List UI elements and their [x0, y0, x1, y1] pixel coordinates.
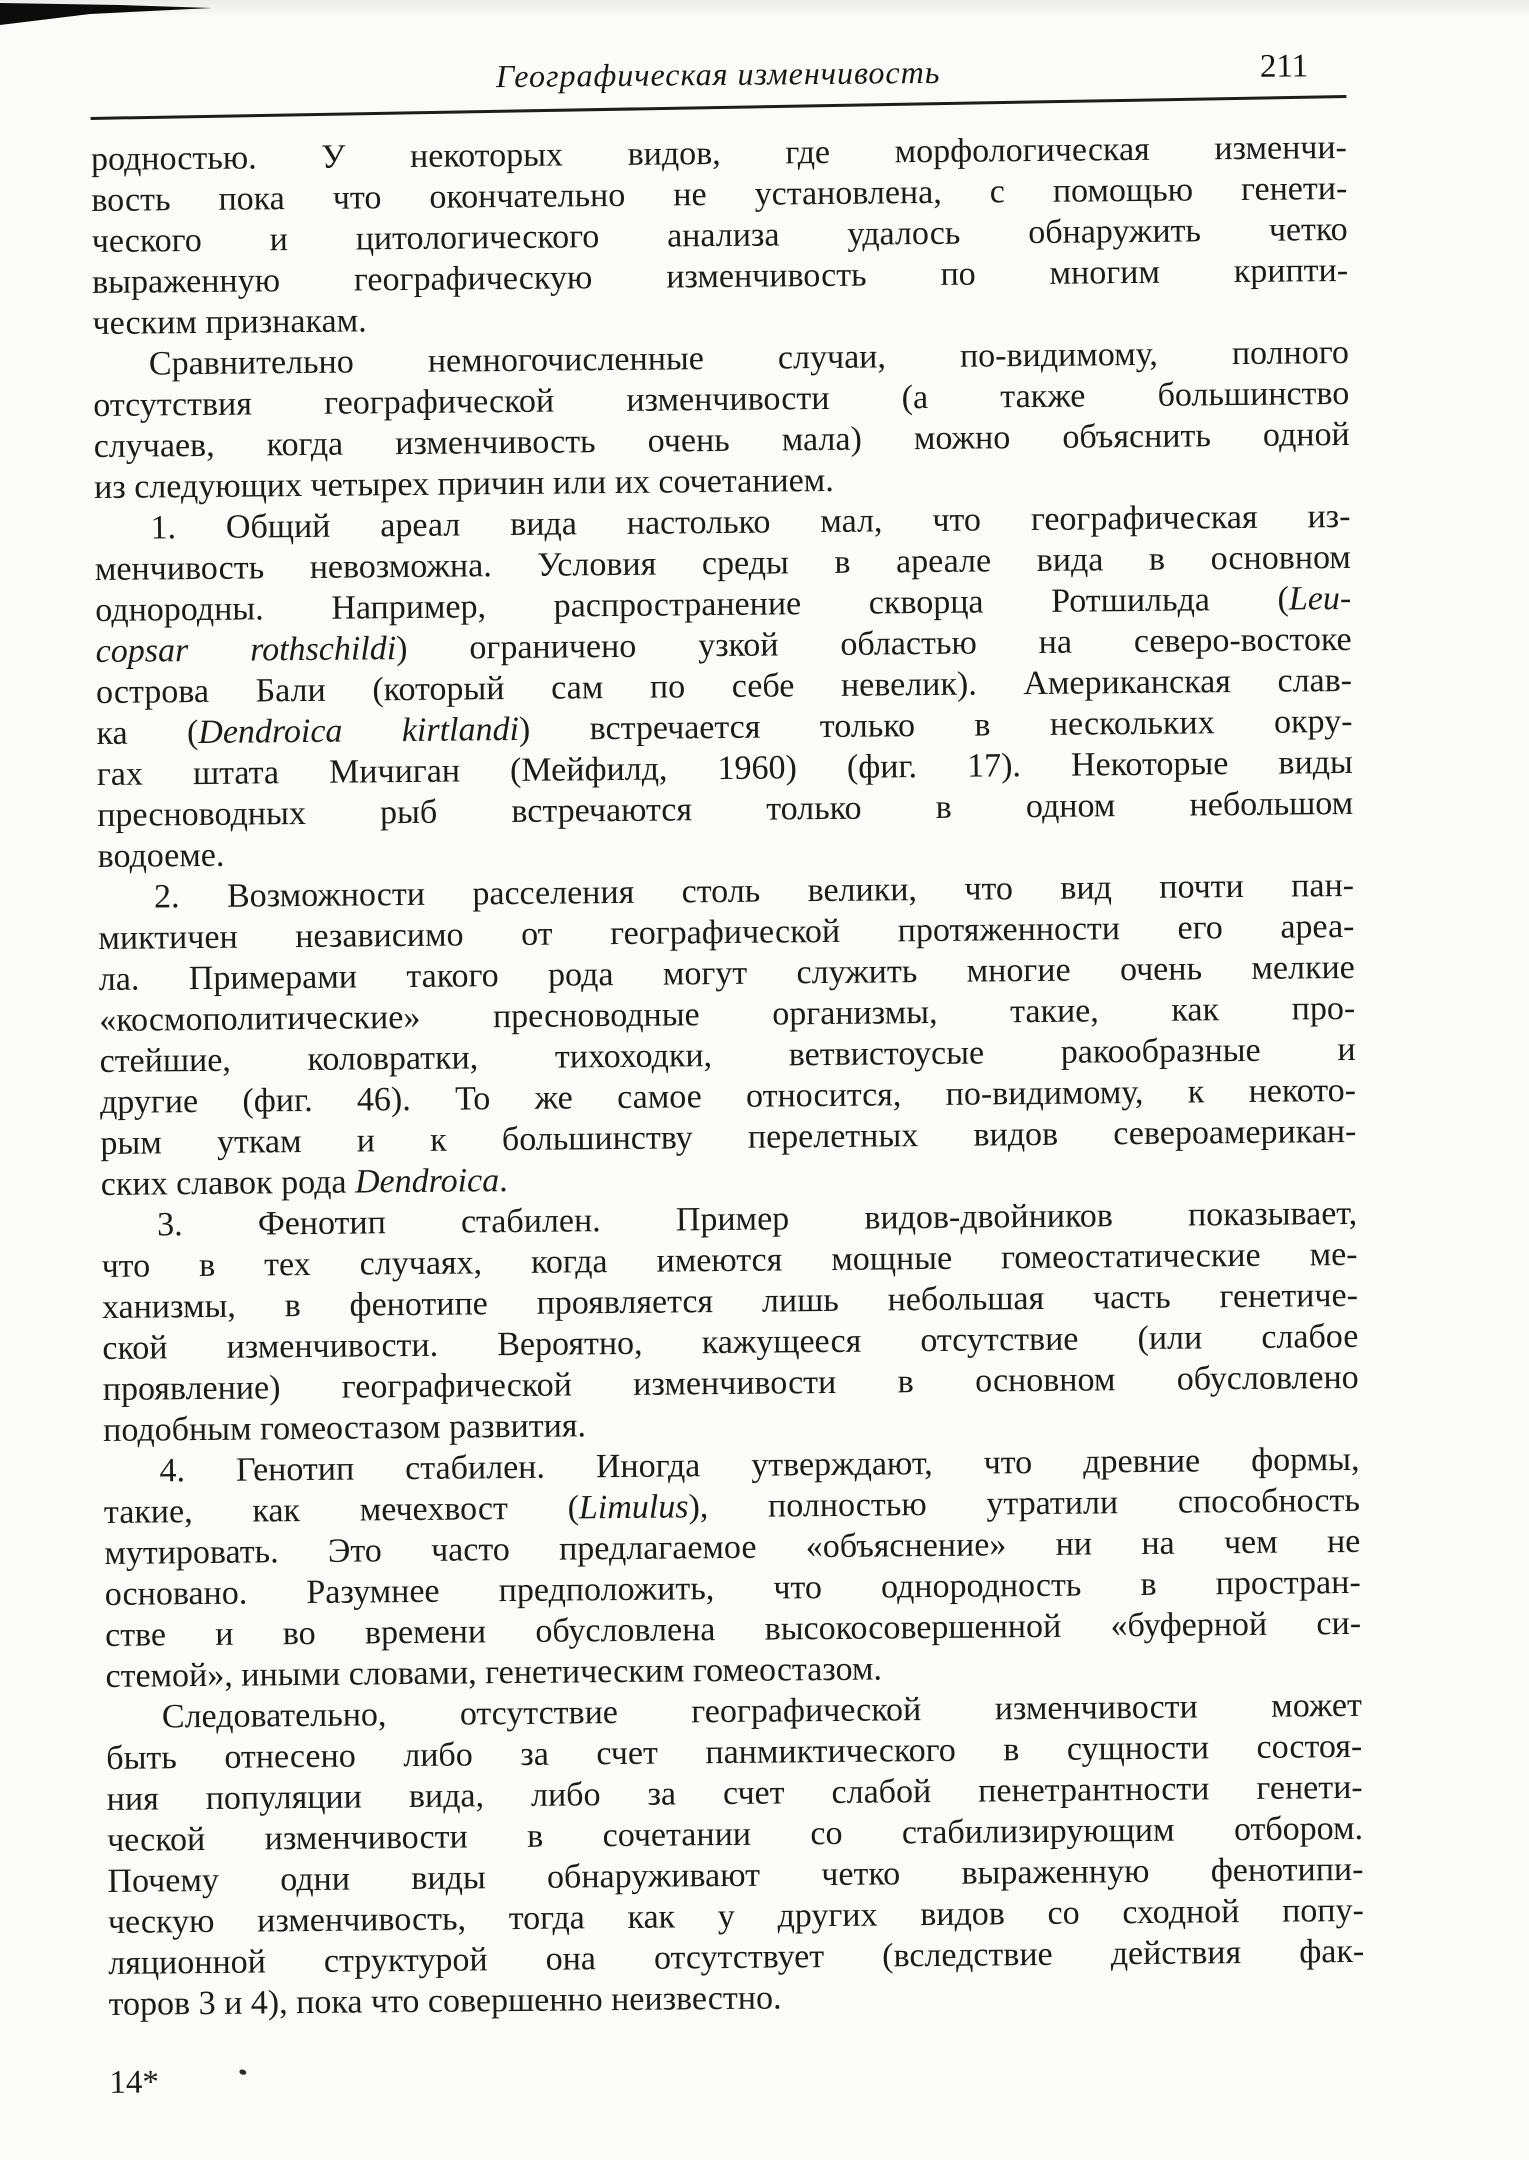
- text-segment: ханизмы, в фенотипе проявляется лишь небольшая часть генетиче-: [101, 1276, 1359, 1326]
- scan-ink-smudge-icon: [0, 0, 230, 32]
- latin-species-name: copsar rothschildi: [95, 630, 397, 671]
- paragraph: [101, 1193, 1359, 1451]
- text-segment: мутировать. Это часто предлагаемое «объяснение» ни на чем не: [104, 1522, 1361, 1572]
- page-content: [90, 50, 1366, 2102]
- text-segment: острова Бали (который сам по себе невелик). Американская слав-: [95, 661, 1353, 711]
- text-segment: Следовательно, отсутствие географической изменчивости может: [161, 1686, 1363, 1736]
- text-segment: ческим признакам.: [92, 302, 367, 343]
- latin-species-name: Leu-: [1288, 579, 1352, 618]
- text-segment: ческой изменчивости в сочетании со стабилизирующим отбором.: [106, 1809, 1364, 1859]
- text-segment: торов 3 и 4), пока что совершенно неизвестно.: [108, 1979, 782, 2023]
- text-segment: выраженную географическую изменчивость по многим крипти-: [91, 251, 1349, 302]
- paragraph: [98, 865, 1357, 1205]
- latin-species-name: Dendroica kirtlandi: [198, 710, 520, 752]
- text-segment: ской изменчивости. Вероятно, кажущееся отсутствие (или слабое: [102, 1317, 1359, 1367]
- text-segment: стейшие, коловратки, тихоходки, ветвистоусые ракообразные и: [99, 1030, 1356, 1080]
- text-segment: .: [498, 1162, 508, 1200]
- text-segment: что в тех случаях, когда имеются мощные гомеостатические ме-: [101, 1235, 1358, 1285]
- text-segment: стемой», иными словами, генетическим гомеостазом.: [105, 1650, 883, 1695]
- page-number: 211: [1259, 48, 1309, 85]
- paragraph: [93, 332, 1351, 508]
- text-segment: родностью. У некоторых видов, где морфологическая изменчи-: [90, 128, 1348, 179]
- text-segment: миктичен независимо от географической протяженности его ареа-: [98, 907, 1355, 957]
- text-segment: случаев, когда изменчивость очень мала) можно объяснить одной: [93, 415, 1350, 466]
- text-segment: вость пока что окончательно не установлена, с помощью генети-: [91, 169, 1348, 220]
- latin-species-name: Limulus: [578, 1488, 689, 1527]
- text-segment: быть отнесено либо за счет панмиктического в сущности состоя-: [106, 1727, 1363, 1777]
- text-segment: 4. Генотип стабилен. Иногда утверждают, что древние формы,: [159, 1440, 1360, 1490]
- text-segment: проявление) географической изменчивости в основном обусловлено: [102, 1358, 1359, 1408]
- paragraph: [91, 127, 1349, 344]
- paragraph: [106, 1685, 1365, 2025]
- text-segment: подобным гомеостазом развития.: [102, 1407, 587, 1449]
- text-segment: ния популяции вида, либо за счет слабой пенетрантности генети-: [106, 1768, 1363, 1818]
- text-segment: 2. Возможности расселения столь велики, что вид почти пан-: [153, 866, 1355, 916]
- footer-sheet-signature: 14*: [109, 2064, 160, 2101]
- text-segment: ) встречается только в нескольких окру-: [518, 702, 1353, 748]
- paragraph: [94, 496, 1353, 877]
- text-segment: пресноводных рыб встречаются только в одном небольшом: [97, 784, 1354, 834]
- text-segment: менчивость невозможна. Условия среды в ареале вида в основном: [94, 538, 1352, 589]
- paragraph: [103, 1439, 1361, 1697]
- text-segment: другие (фиг. 46). То же самое относится, по-видимому, к некото-: [99, 1071, 1357, 1121]
- text-segment: ческую изменчивость, тогда как у других видов со сходной попу-: [107, 1891, 1365, 1941]
- text-segment: Почему одни виды обнаруживают четко выраженную фенотипи-: [107, 1850, 1364, 1900]
- text-segment: ), полностью утратили способность: [688, 1481, 1361, 1526]
- text-segment: водоеме.: [97, 836, 225, 875]
- text-segment: однородны. Например, распространение скворца Ротшильда (: [95, 580, 1290, 630]
- page-footer: [109, 2053, 1365, 2102]
- text-segment: 3. Фенотип стабилен. Пример видов-двойников показывает,: [157, 1194, 1358, 1244]
- text-segment: ка (: [96, 714, 199, 752]
- text-segment: рым уткам и к большинству перелетных видов североамерикан-: [100, 1112, 1357, 1162]
- page-title: Географическая изменчивость: [495, 53, 941, 95]
- text-segment: ляционной структурой она отсутствует (вследствие действия фак-: [108, 1932, 1365, 1982]
- text-segment: такие, как мечехвост (: [103, 1489, 580, 1531]
- ink-speck-icon: [239, 2069, 247, 2076]
- text-segment: ских славок рода: [100, 1163, 356, 1203]
- text-segment: ла. Примерами такого рода могут служить многие очень мелкие: [98, 948, 1355, 998]
- text-segment: ) ограничено узкой областью на северо-востоке: [396, 620, 1352, 668]
- text-segment: гах штата Мичиган (Мейфилд, 1960) (фиг. 17). Некоторые виды: [96, 743, 1353, 793]
- latin-species-name: Dendroica: [354, 1162, 500, 1201]
- text-segment: отсутствия географической изменчивости (а также большинство: [93, 374, 1350, 425]
- text-segment: «космополитические» пресноводные организмы, такие, как про-: [99, 989, 1356, 1039]
- text-segment: из следующих четырех причин или их сочетанием.: [93, 461, 834, 507]
- text-segment: основано. Разумнее предположить, что однородность в простран-: [104, 1563, 1361, 1613]
- text-segment: стве и во времени обусловлена высокосовершенной «буферной си-: [104, 1604, 1362, 1654]
- text-segment: ческого и цитологического анализа удалось обнаружить четко: [91, 210, 1348, 261]
- text-segment: 1. Общий ареал вида настолько мал, что географическая из-: [150, 497, 1351, 547]
- body-text: [91, 127, 1365, 2025]
- text-segment: Сравнительно немногочисленные случаи, по-видимому, полного: [148, 333, 1350, 383]
